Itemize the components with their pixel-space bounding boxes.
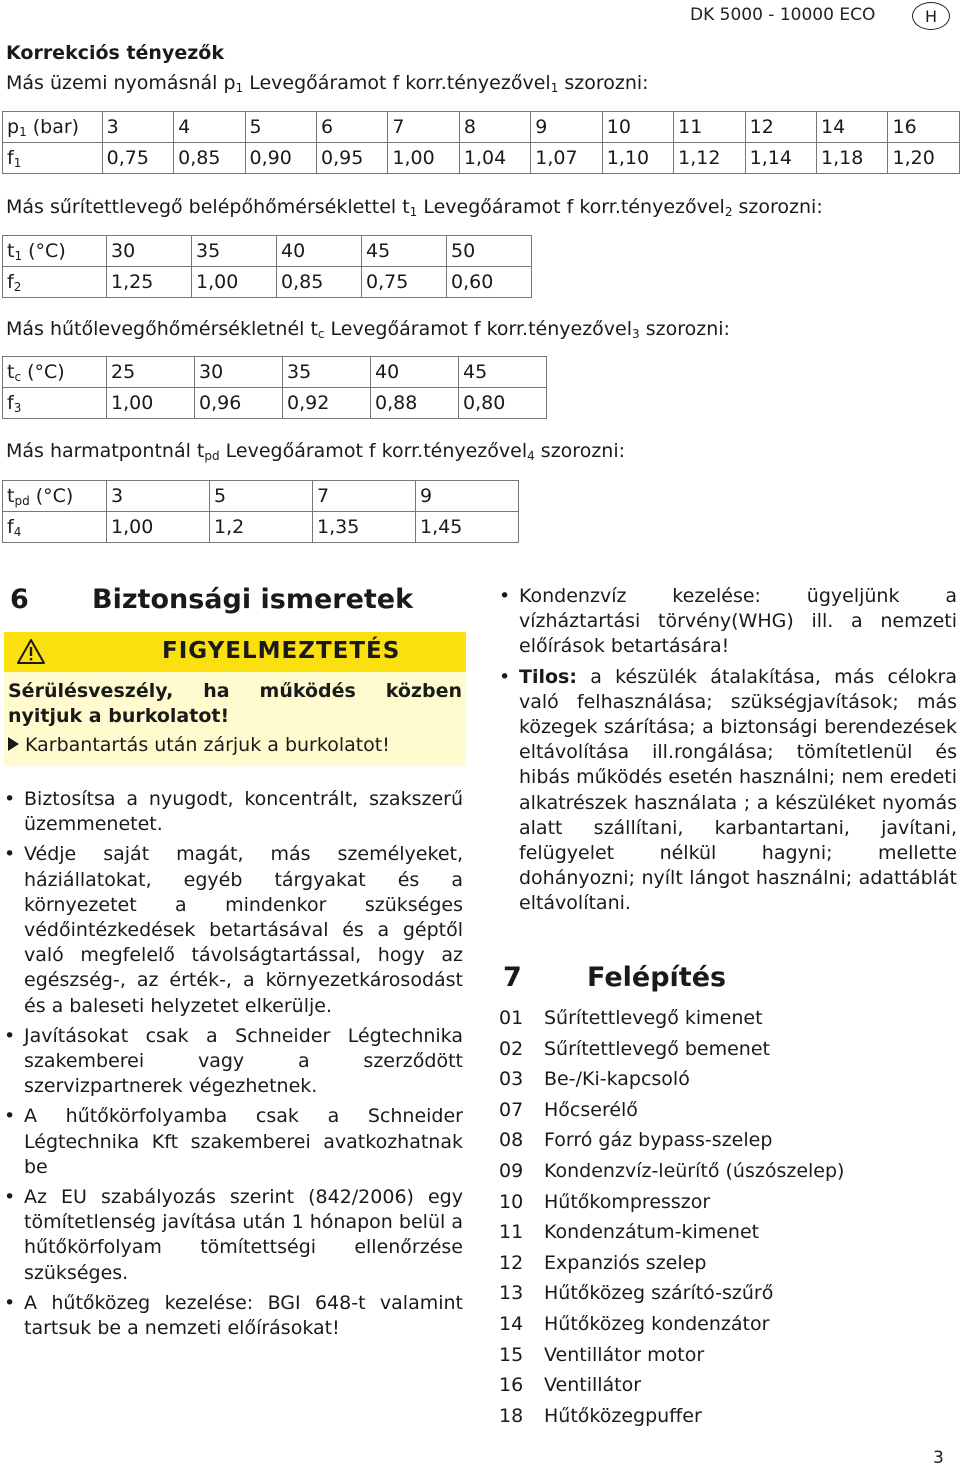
- part-item: [499, 1344, 844, 1375]
- warning-triangle-icon: [16, 638, 46, 665]
- part-label: Hűtőközegpuffer: [544, 1404, 702, 1427]
- part-item: [499, 1099, 844, 1130]
- table-cell: 45: [362, 236, 447, 267]
- part-number: 12: [499, 1251, 524, 1274]
- part-item: [499, 1221, 844, 1252]
- table-cell: 3: [107, 481, 210, 512]
- table-cell: 0,85: [277, 267, 362, 298]
- part-label: Hűtőközeg kondenzátor: [544, 1312, 770, 1335]
- list-item: • Védje saját magát, más személyeket, háziállatokat, egyéb tárgyakat és a környezetet a mindenkor szükséges védőintézkedések betartásával és a géptől való megfelelő távolságtartással, hogy az egészség-, az érték-, a környezetkárosodást és a baleseti helyzetet elkerülje.: [4, 842, 463, 1018]
- part-item: [499, 1191, 844, 1222]
- cooling-temp-table: [2, 356, 547, 419]
- part-item: [499, 1160, 844, 1191]
- table-cell: 30: [195, 357, 283, 388]
- part-label: Expanziós szelep: [544, 1251, 707, 1274]
- table-cell: 4: [174, 112, 245, 143]
- part-number: 09: [499, 1159, 524, 1182]
- part-label: Sűrítettlevegő bemenet: [544, 1037, 770, 1060]
- part-label: Kondenzátum-kimenet: [544, 1221, 760, 1244]
- part-label: Forró gáz bypass-szelep: [544, 1129, 773, 1152]
- part-item: [499, 1374, 844, 1405]
- list-item: • Javításokat csak a Schneider Légtechnika szakemberei vagy a szerződött szervizpartnerek végezhetnek.: [4, 1024, 463, 1100]
- safety-bullet-list-right: [499, 584, 957, 922]
- warning-action: Karbantartás után zárjuk a burkolatot!: [8, 734, 390, 756]
- table-cell: 1,25: [107, 267, 192, 298]
- table-cell: 50: [447, 236, 532, 267]
- arrow-right-icon: [8, 737, 19, 751]
- inlet-temp-intro: Más sűrítettlevegő belépőhőmérséklettel $t_1$ Levegőáramot f korr.tényezővel$_2$ szorozni:: [6, 196, 823, 219]
- factor-header-cell: $f_2$: [3, 267, 107, 298]
- part-item: [499, 1252, 844, 1283]
- table-cell: 0,95: [316, 143, 387, 174]
- pressure-row: [3, 112, 960, 143]
- table-cell: 0,75: [102, 143, 173, 174]
- table-cell: 40: [277, 236, 362, 267]
- part-item: [499, 1007, 844, 1038]
- warning-header: [4, 632, 466, 672]
- factor-row: [3, 143, 960, 174]
- part-item: [499, 1313, 844, 1344]
- language-badge: H: [912, 2, 950, 30]
- list-item: • A hűtőközeg kezelése: BGI 648-t valamint tartsuk be a nemzeti előírásokat!: [4, 1291, 463, 1341]
- table-cell: 1,00: [107, 388, 195, 419]
- list-item: • Kondenzvíz kezelése: ügyeljünk a vízháztartási törvény(WHG) ill. a nemzeti előírások betartására!: [499, 584, 957, 660]
- part-item: [499, 1405, 844, 1436]
- part-item: [499, 1129, 844, 1160]
- list-item: • Az EU szabályozás szerint (842/2006) egy tömítetlenség javítása után 1 hónapon belül a hűtőkörfolyam tömítettségi ellenőrzése szükséges.: [4, 1185, 463, 1286]
- table-cell: 1,10: [602, 143, 673, 174]
- table-cell: 6: [316, 112, 387, 143]
- part-number: 02: [499, 1037, 524, 1060]
- factor-header-cell: $f_3$: [3, 388, 107, 419]
- page-number: 3: [933, 1448, 944, 1468]
- pressure-header-cell: $p_1$ (bar): [3, 112, 103, 143]
- table-cell: 0,96: [195, 388, 283, 419]
- table-cell: 1,00: [192, 267, 277, 298]
- part-label: Hőcserélő: [544, 1098, 638, 1121]
- temp-row: [3, 236, 532, 267]
- inlet-temp-table: [2, 235, 532, 298]
- table-cell: 12: [745, 112, 816, 143]
- part-label: Sűrítettlevegő kimenet: [544, 1007, 763, 1029]
- table-cell: 0,80: [459, 388, 547, 419]
- part-label: Hűtőközeg szárító-szűrő: [544, 1282, 774, 1305]
- part-item: [499, 1038, 844, 1069]
- pressure-table: [2, 111, 960, 174]
- part-label: Hűtőkompresszor: [544, 1190, 711, 1213]
- table-cell: 1,18: [817, 143, 888, 174]
- table-cell: 5: [210, 481, 313, 512]
- table-cell: 1,35: [313, 512, 416, 543]
- part-item: [499, 1282, 844, 1313]
- part-number: 13: [499, 1282, 524, 1305]
- table-cell: 0,90: [245, 143, 316, 174]
- table-cell: 1,20: [888, 143, 960, 174]
- part-number: 01: [499, 1007, 524, 1029]
- table-cell: 8: [459, 112, 530, 143]
- part-item: [499, 1068, 844, 1099]
- table-cell: 14: [817, 112, 888, 143]
- corrections-title: Korrekciós tényezők: [6, 42, 224, 64]
- factor-row: [3, 267, 532, 298]
- factor-row: [3, 388, 547, 419]
- table-cell: 1,14: [745, 143, 816, 174]
- factor-row: [3, 512, 519, 543]
- part-label: Ventillátor: [544, 1374, 642, 1397]
- table-cell: 0,88: [371, 388, 459, 419]
- table-cell: 0,85: [174, 143, 245, 174]
- table-cell: 1,07: [531, 143, 602, 174]
- table-cell: 3: [102, 112, 173, 143]
- temp-row: [3, 357, 547, 388]
- table-cell: 35: [283, 357, 371, 388]
- part-number: 16: [499, 1374, 524, 1397]
- list-item: • Biztosítsa a nyugodt, koncentrált, szakszerű üzemmenetet.: [4, 787, 463, 837]
- section-title: Biztonsági ismeretek: [92, 584, 414, 615]
- safety-bullet-list: [4, 787, 463, 1346]
- part-label: Be-/Ki-kapcsoló: [544, 1068, 690, 1091]
- table-cell: 7: [388, 112, 459, 143]
- part-number: 07: [499, 1098, 524, 1121]
- table-cell: 0,92: [283, 388, 371, 419]
- section-title: Felépítés: [587, 962, 727, 993]
- table-cell: 25: [107, 357, 195, 388]
- table-cell: 0,75: [362, 267, 447, 298]
- warning-box: [4, 632, 466, 766]
- part-number: 14: [499, 1312, 524, 1335]
- temp-header-cell: $t_c$ (°C): [3, 357, 107, 388]
- part-number: 08: [499, 1129, 524, 1152]
- table-cell: 30: [107, 236, 192, 267]
- parts-list: [499, 1007, 844, 1435]
- table-cell: 45: [459, 357, 547, 388]
- table-cell: 1,04: [459, 143, 530, 174]
- table-cell: 5: [245, 112, 316, 143]
- pressure-intro: Más üzemi nyomásnál $p_1$ Levegőáramot f korr.tényezővel$_1$ szorozni:: [6, 72, 649, 95]
- table-cell: 9: [416, 481, 519, 512]
- list-item: • A hűtőkörfolyamba csak a Schneider Légtechnika Kft szakemberei avatkozhatnak be: [4, 1104, 463, 1180]
- part-number: 03: [499, 1068, 524, 1091]
- table-cell: 11: [674, 112, 745, 143]
- table-cell: 9: [531, 112, 602, 143]
- header-model: DK 5000 - 10000 ECO: [690, 5, 876, 25]
- part-number: 15: [499, 1343, 524, 1366]
- temp-header-cell: $t_1$ (°C): [3, 236, 107, 267]
- table-cell: 7: [313, 481, 416, 512]
- table-cell: 10: [602, 112, 673, 143]
- warning-label: FIGYELMEZTETÉS: [162, 638, 401, 664]
- table-cell: 1,45: [416, 512, 519, 543]
- table-cell: 1,00: [388, 143, 459, 174]
- part-number: 11: [499, 1221, 524, 1244]
- part-label: Kondenzvíz-leürítő (úszószelep): [544, 1159, 845, 1182]
- section-number: 6: [10, 584, 29, 615]
- table-cell: 1,12: [674, 143, 745, 174]
- cooling-temp-intro: Más hűtőlevegőhőmérsékletnél $t_c$ Levegőáramot f korr.tényezővel$_3$ szorozni:: [6, 318, 730, 341]
- table-cell: 40: [371, 357, 459, 388]
- part-label: Ventillátor motor: [544, 1343, 705, 1366]
- dewpoint-table: [2, 480, 519, 543]
- list-item: • Tilos: a készülék átalakítása, más célokra való felhasználása; szükségjavítások; más közegek szárítása; a biztonsági berendezések eltávolítása ill.rongálása; tömítetlenül és hibás működés esetén használni; nem eredeti alkatrészek használata ; a készüléket nyomás alatt szállítani, karbantartani, javítani, felügyelet nélkül hagyni; mellette dohányozni; nyílt lángot használni; adattáblát eltávolítani.: [499, 665, 957, 917]
- factor-header-cell: $f_4$: [3, 512, 107, 543]
- temp-header-cell: $t_{pd}$ (°C): [3, 481, 107, 512]
- table-cell: 0,60: [447, 267, 532, 298]
- table-cell: 1,00: [107, 512, 210, 543]
- table-cell: 35: [192, 236, 277, 267]
- part-number: 18: [499, 1404, 524, 1427]
- dewpoint-intro: Más harmatpontnál $t_{pd}$ Levegőáramot f korr.tényezővel$_4$ szorozni:: [6, 440, 626, 463]
- section-number: 7: [503, 962, 522, 993]
- factor-header-cell: $f_1$: [3, 143, 103, 174]
- table-cell: 16: [888, 112, 960, 143]
- temp-row: [3, 481, 519, 512]
- table-cell: 1,2: [210, 512, 313, 543]
- warning-text: Sérülésveszély, ha működés közben nyitjuk a burkolatot!: [8, 680, 462, 727]
- part-number: 10: [499, 1190, 524, 1213]
